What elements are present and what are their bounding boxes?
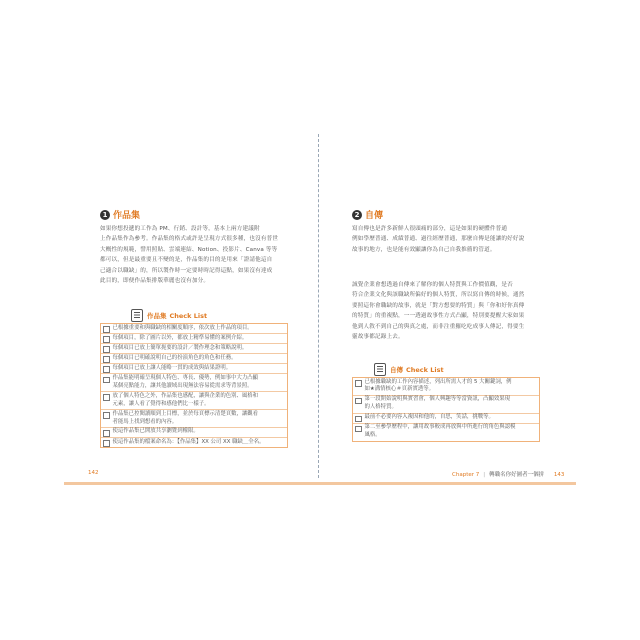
checkbox-icon[interactable] (355, 398, 362, 405)
section-title-text: 自傳 (365, 211, 384, 221)
checklist-icon (374, 363, 386, 376)
checklist-item[interactable]: 每個項目已明確說明自己的扮演角色的角色和任務。 (101, 354, 287, 364)
checkbox-icon[interactable] (103, 440, 110, 447)
checkbox-icon[interactable] (103, 336, 110, 343)
checklist-item[interactable]: 第一段開始說明與實習會，個人興趣等等當資訊，凸顯效果現 的人格特質。 (353, 396, 539, 414)
checkbox-icon[interactable] (103, 430, 110, 437)
page-gutter-divider (318, 134, 319, 478)
checklist-item[interactable]: 使這作品集已開放共享瀏覽到權限。 (101, 428, 287, 438)
checklist-item[interactable]: 第二至參學歷程中，讓用故事較成再放與中所進行的角色與認模 風格。 (353, 424, 539, 441)
checkbox-icon[interactable] (103, 346, 110, 353)
left-checklist-heading: 作品集 Check List (131, 309, 207, 322)
checkbox-icon[interactable] (355, 380, 362, 387)
checkbox-icon[interactable] (103, 366, 110, 373)
checklist-item[interactable]: 已根據重要和與職缺的相關度順序，依次放上作品的項目。 (101, 324, 287, 334)
checklist-item[interactable]: 最前不必要內容入複因和他的，自思，笑話，挑戰等。 (353, 414, 539, 424)
checklist-item[interactable]: 每個項目已放上簡單扼要的設計／製作理念和策略說明。 (101, 344, 287, 354)
checkbox-icon[interactable] (355, 426, 362, 433)
checklist-item[interactable]: 作品集已控閱讀順到上目標，並於每頁標示清楚頁數，讓觀看 者能馬上找到想看的內容。 (101, 410, 287, 428)
left-checklist-box (100, 323, 288, 448)
checkbox-icon[interactable] (103, 377, 110, 384)
footer-chapter: Chapter 7 (452, 472, 480, 478)
right-footer-page-number: 143 (553, 472, 565, 478)
left-footer-page-number: 142 (88, 470, 99, 476)
footer-chapter-title: 轉職名你好圖者一個拼 (489, 472, 545, 478)
checkbox-icon[interactable] (355, 416, 362, 423)
right-footer: Chapter 7 | 轉職名你好圖者一個拼 143 (452, 472, 565, 478)
checklist-item[interactable]: 每個項目，除了圖片以外，都放上精準易懂的案例介紹。 (101, 334, 287, 344)
right-checklist-box (352, 377, 540, 442)
left-paragraph: 如果你想投遞的工作為 PM、行銷、設計等，基本上兩方建議附 上作品集作為參考。作品集的格式或許是呈現方式很多種，也沒有普世 大概性的規範，譬用照貼、雲端連結、Notion、投影片、Canva 等等 都可以，但是最重要且不變的是，作品集的目的是用來「證請他這自 己適合以職缺」的，所以製作時一定要時時記得這點，如果沒有達成 此目的，即便作品集排版華麗也沒有加分。 (100, 226, 279, 285)
right-paragraph-2: 誠覺企業會想透過自傳來了解你的個人特質與工作價值觀，是否 符合企業文化與該職缺所偏好的個人特質，所以寫自傳的時候，通然 要照這你會職缺的故事，就是「對方想要的特質」與「你和好你真傳 的特質」的重複點，一一透過故事性方式凸顯，特別要提醒大家如果 他到人敘不到自己的與真之處，而非注重羅吃吃成事人傳記，得要生 靈故事都記錄上去。 (352, 282, 525, 341)
right-paragraph-1: 寫自傳也是許多新鮮人很頭痛的部分，這是如果的硬體件普通 例如學歷普通、成績普通、過往經歷普通，那麼自傳是能讓的好好說 故事的地方，也是能有效顯讓你為自己自我推薦的管道。 (352, 226, 525, 253)
checklist-item[interactable]: 放了個人特色之外，作品集也感配，讓與企業的色別、風格和 元素，讓人看了覺得和感他們比一樣子。 (101, 392, 287, 410)
right-section-title (352, 208, 383, 221)
checkbox-icon[interactable] (103, 394, 110, 401)
section-title-text: 作品集 (113, 211, 141, 221)
bottom-rule (64, 482, 576, 485)
checkbox-icon[interactable] (103, 412, 110, 419)
checklist-item[interactable]: 已根據職缺的工作內容描述，列出所需人才的 5 大關鍵詞，例 如★溝情核心＃頁新實透等。 (353, 378, 539, 396)
checklist-item[interactable]: 使這作品集的檔案命名為：【作品集】XX 公司 XX 職缺＿全名。 (101, 438, 287, 447)
checklist-item[interactable]: 每個項目已放上讓人能略一貫的成效與結果證明。 (101, 364, 287, 374)
checklist-item[interactable]: 作品集能明確呈現個人特色、專長、優勢，例如事中大力凸顯 某個亮點能力，讓其他讀域出現無法容易從需求等背景照。 (101, 374, 287, 392)
section-number-badge: 1 (100, 210, 110, 220)
section-number-badge: 2 (352, 210, 362, 220)
right-checklist-heading: 自傳 Check List (374, 363, 444, 376)
checklist-icon (131, 309, 143, 322)
checkbox-icon[interactable] (103, 326, 110, 333)
left-section-title (100, 208, 140, 221)
checkbox-icon[interactable] (103, 356, 110, 363)
